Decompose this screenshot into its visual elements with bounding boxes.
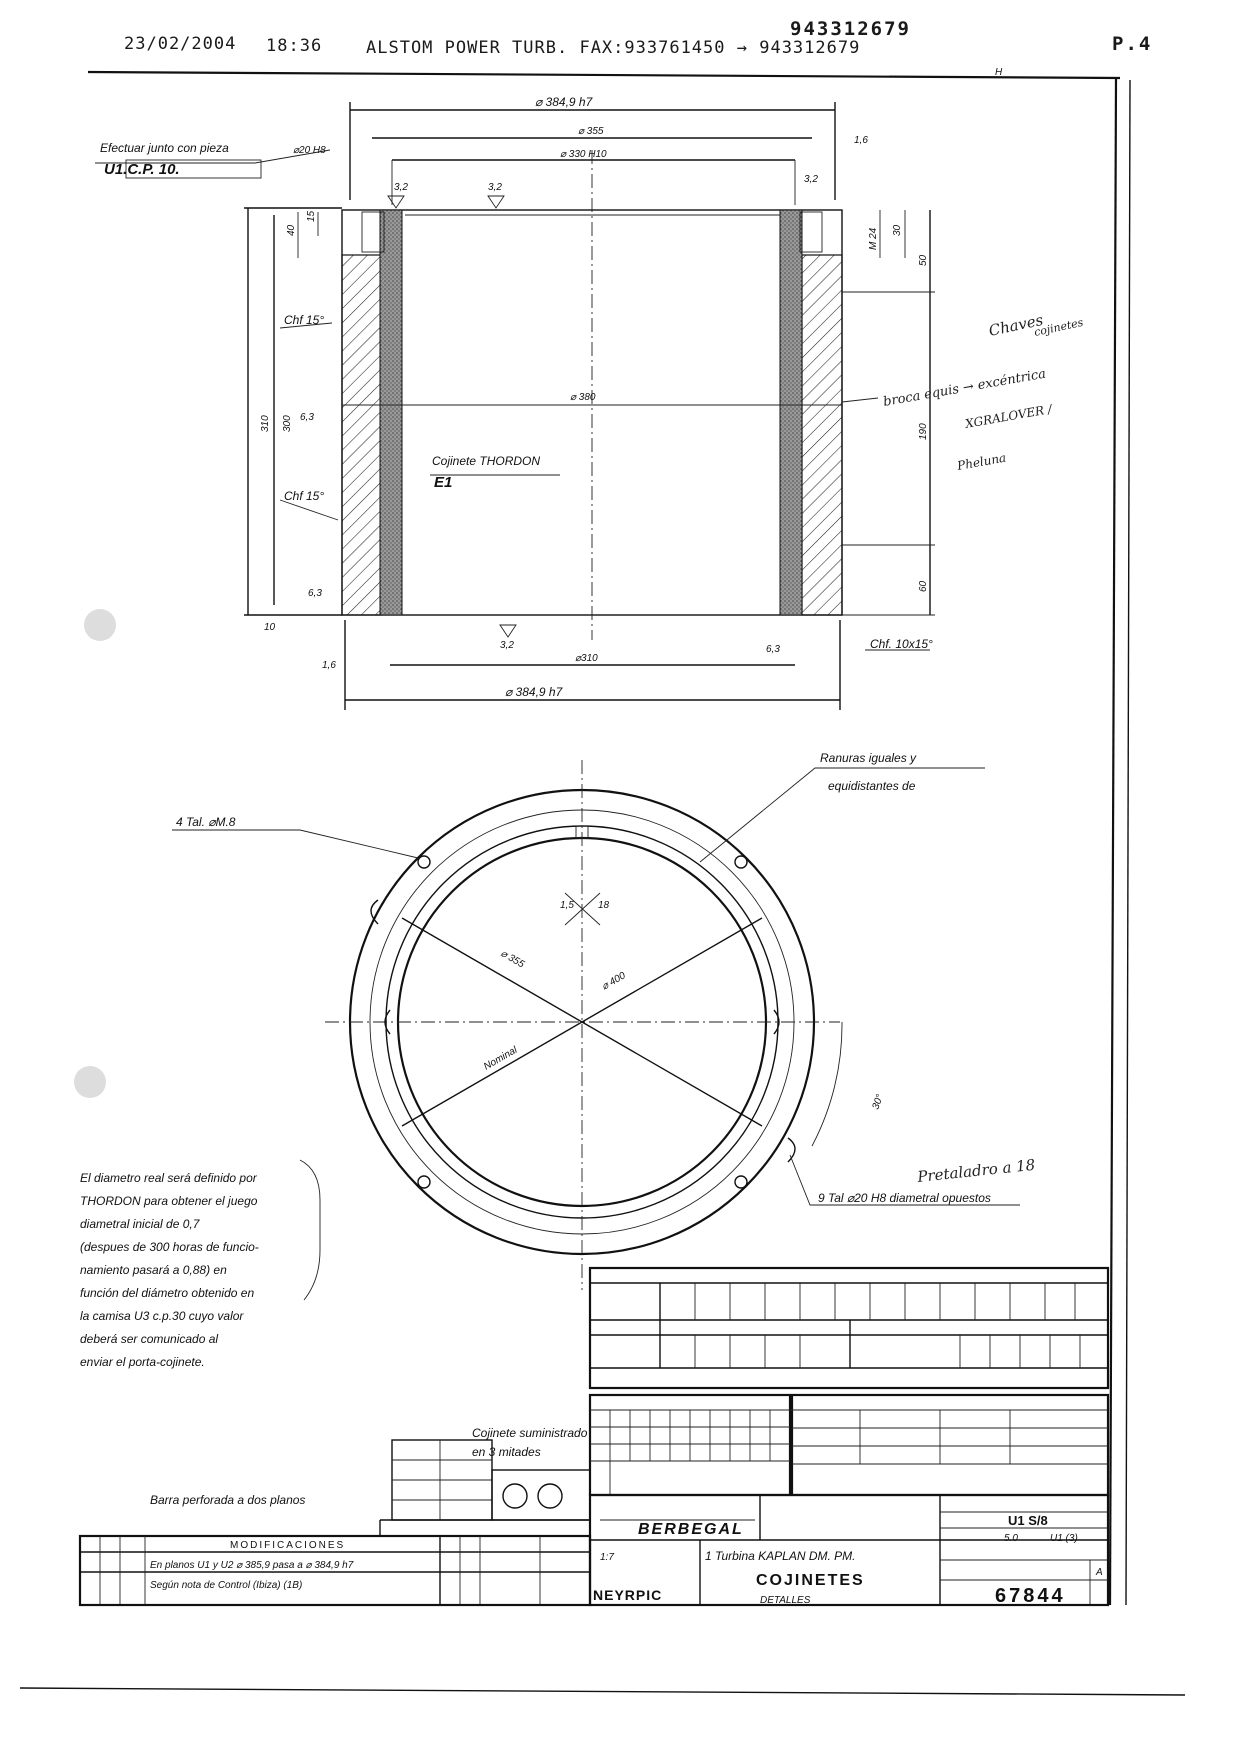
left-wall-hatch [342, 255, 382, 615]
drawing-number: 67844 [995, 1585, 1066, 1607]
bearing-note-1: Cojinete suministrado [472, 1426, 588, 1440]
part-title: COJINETES [756, 1572, 865, 1589]
rough-16-a: 1,6 [854, 135, 868, 146]
plan-dim-355: ⌀ 355 [498, 948, 527, 971]
note-line-6: función del diámetro obtenido en [80, 1286, 255, 1300]
height-15: 15 [306, 210, 317, 222]
rough-63-b: 6,3 [308, 588, 322, 599]
left-lining [380, 210, 402, 615]
chamfer-3: Chf. 10x15° [870, 637, 933, 651]
holes-20-label: 9 Tal ⌀20 H8 diametral opuestos [818, 1191, 991, 1205]
rough-63-c: 6,3 [766, 644, 780, 655]
dim-bottom-outer: ⌀ 384,9 h7 [505, 685, 563, 699]
holes-m8-label: 4 Tal. ⌀M.8 [176, 815, 236, 829]
bearing-note-2: en 3 mitades [472, 1445, 541, 1459]
right-flange-hole [800, 212, 822, 252]
diameter-note [80, 1160, 320, 1369]
ref-3: U1 (3) [1050, 1533, 1078, 1544]
note-line-2: THORDON para obtener el juego [80, 1194, 258, 1208]
height-10: 10 [264, 622, 276, 633]
rough-16-b: 1,6 [322, 660, 336, 671]
client-name: BERBEGAL [638, 1521, 744, 1538]
scale-value: 1:7 [600, 1552, 614, 1563]
note-line-4: (despues de 300 horas de funcio- [80, 1240, 259, 1254]
rough-32-d: 3,2 [500, 640, 514, 651]
section-view [95, 95, 935, 710]
plan-dim-400: ⌀ 400 [600, 970, 628, 993]
frame-right-outer [1126, 80, 1130, 1605]
modification-1: En planos U1 y U2 ⌀ 385,9 pasa a ⌀ 384,9 h7 [150, 1560, 354, 1571]
height-50: 50 [918, 254, 929, 266]
rough-32-b: 3,2 [488, 182, 502, 193]
grooves-label-1: Ranuras iguales y [820, 751, 917, 765]
height-310: 310 [260, 415, 271, 432]
dim-310: ⌀310 [575, 653, 598, 664]
note-line-1: El diametro real será definido por [80, 1171, 257, 1185]
revision-letter: A [1096, 1567, 1103, 1578]
dim-380: ⌀ 380 [570, 392, 596, 403]
lining-label: Cojinete THORDON [432, 454, 541, 468]
plan-d15: 1,5 [560, 900, 574, 911]
lower-note: Barra perforada a dos planos [150, 1493, 306, 1507]
rough-63-a: 6,3 [300, 412, 314, 423]
height-190: 190 [918, 423, 929, 440]
modification-2: Según nota de Control (Ibiza) (1B) [150, 1580, 303, 1591]
hand-note-1: Chaves [987, 310, 1045, 340]
chamfer-2: Chf 15° [284, 489, 325, 503]
thread-30: 30 [892, 224, 903, 236]
hand-note-2: cojinetes [1032, 315, 1085, 339]
dim-330: ⌀ 330 H10 [560, 149, 607, 160]
handwritten-notes [842, 311, 1085, 1186]
note-line-3: diametral inicial de 0,7 [80, 1217, 200, 1231]
hand-note-4: XGRALOVER / [964, 401, 1053, 431]
grooves-label-2: equidistantes de [828, 779, 916, 793]
right-wall-hatch [802, 255, 842, 615]
dim-355: ⌀ 355 [578, 126, 604, 137]
height-60: 60 [918, 580, 929, 592]
scan-noise-2 [74, 1066, 106, 1098]
fax-date: 23/02/2004 [124, 34, 237, 54]
fax-number: 943312679 [790, 18, 911, 40]
chamfer-1: Chf 15° [284, 313, 325, 327]
ref-2: 5.0 [1004, 1533, 1018, 1544]
ref-1: U1 S/8 [1008, 1513, 1048, 1528]
modifications-header: MODIFICACIONES [230, 1540, 346, 1551]
hand-note-5: Pheluna [956, 450, 1008, 473]
note-line-8: deberá ser comunicado al [80, 1332, 219, 1346]
fax-page: P.4 [1112, 33, 1153, 55]
note-line-5: namiento pasará a 0,88) en [80, 1263, 227, 1277]
fax-time: 18:36 [266, 36, 323, 56]
note-line-7: la camisa U3 c.p.30 cuyo valor [80, 1309, 244, 1323]
fax-sender: ALSTOM POWER TURB. FAX:933761450 → 943312679 [366, 38, 861, 58]
note-effect: Efectuar junto con pieza [100, 141, 229, 155]
dim-bore-20: ⌀20 H8 [293, 145, 326, 156]
hand-note-3: broca equis → excéntrica [882, 366, 1048, 410]
dim-top-outer: ⌀ 384,9 h7 [535, 95, 593, 109]
hand-note-6: Pretaladro a 18 [916, 1155, 1037, 1186]
lining-ref: E1 [434, 474, 453, 491]
note-ref: U1.C.P. 10. [104, 161, 180, 178]
part-subtitle: DETALLES [760, 1595, 811, 1606]
plan-d18: 18 [598, 900, 610, 911]
plan-view [172, 751, 1020, 1290]
rough-32-a: 3,2 [394, 182, 408, 193]
thread-m24: M 24 [868, 227, 879, 250]
company-name: NEYRPIC [593, 1587, 663, 1603]
plan-nominal: Nominal [482, 1044, 520, 1073]
fax-bottom-line [20, 1688, 1185, 1695]
rough-32-c: 3,2 [804, 174, 818, 185]
height-300: 300 [282, 415, 293, 432]
frame-top-line [88, 72, 1120, 78]
scan-noise-1 [84, 609, 116, 641]
frame-right-line [1110, 78, 1116, 1605]
machine-label: 1 Turbina KAPLAN DM. PM. [705, 1549, 856, 1563]
height-40: 40 [286, 224, 297, 236]
right-lining [780, 210, 802, 615]
note-line-9: enviar el porta-cojinete. [80, 1355, 205, 1369]
plan-angle: 30° [870, 1093, 886, 1112]
column-letter-h: H [995, 67, 1003, 78]
